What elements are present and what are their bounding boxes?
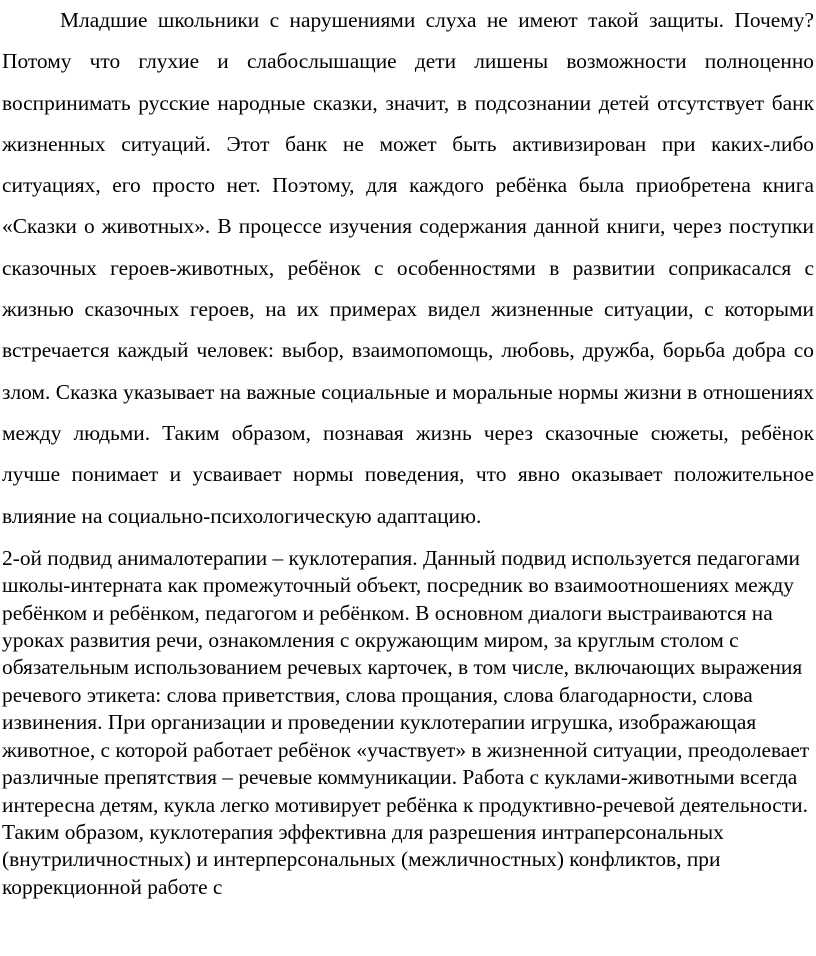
paragraph-puppet-therapy: 2-ой подвид анималотерапии – куклотерапия. Данный подвид используется педагогами школы-интерната как промежуточный объект, посредник во взаимоотношениях между ребёнком и ребёнком, педагогом и ребёнком. В основном диалоги выстраиваются на уроках развития речи, ознакомления с окружающим миром, за круглым столом с обязательным использованием речевых карточек, в том числе, включающих выражения речевого этикета: слова приветствия, слова прощания, слова благодарности, слова извинения. При организации и проведении куклотерапии игрушка, изображающая животное, с которой работает ребёнок «участвует» в жизненной ситуации, преодолевает различные препятствия – речевые коммуникации. Работа с куклами-животными всегда интересна детям, кукла легко мотивирует ребёнка к продуктивно-речевой деятельности. Таким образом, куклотерапия эффективна для разрешения интраперсональных (внутриличностных) и интерперсональных (межличностных) конфликтов, при коррекционной работе с <box>2 545 810 899</box>
paragraph-fairy-tales: Младшие школьники с нарушениями слуха не имеют такой защиты. Почему? Потому что глухие и слабослышащие дети лишены возможности полноценно воспринимать русские народные сказки, значит, в подсознании детей отсутствует банк жизненных ситуаций. Этот банк не может быть активизирован при каких-либо ситуациях, его просто нет. Поэтому, для каждого ребёнка была приобретена книга «Сказки о животных». В процессе изучения содержания данной книги, через поступки сказочных героев-животных, ребёнок с особенностями в развитии соприкасался с жизнью сказочных героев, на их примерах видел жизненные ситуации, с которыми встречается каждый человек: выбор, взаимопомощь, любовь, дружба, борьба добра со злом. Сказка указывает на важные социальные и моральные нормы жизни в отношениях между людьми. Таким образом, познавая жизнь через сказочные сюжеты, ребёнок лучше понимает и усваивает нормы поведения, что явно оказывает положительное влияние на социально-психологическую адаптацию. <box>2 8 814 528</box>
